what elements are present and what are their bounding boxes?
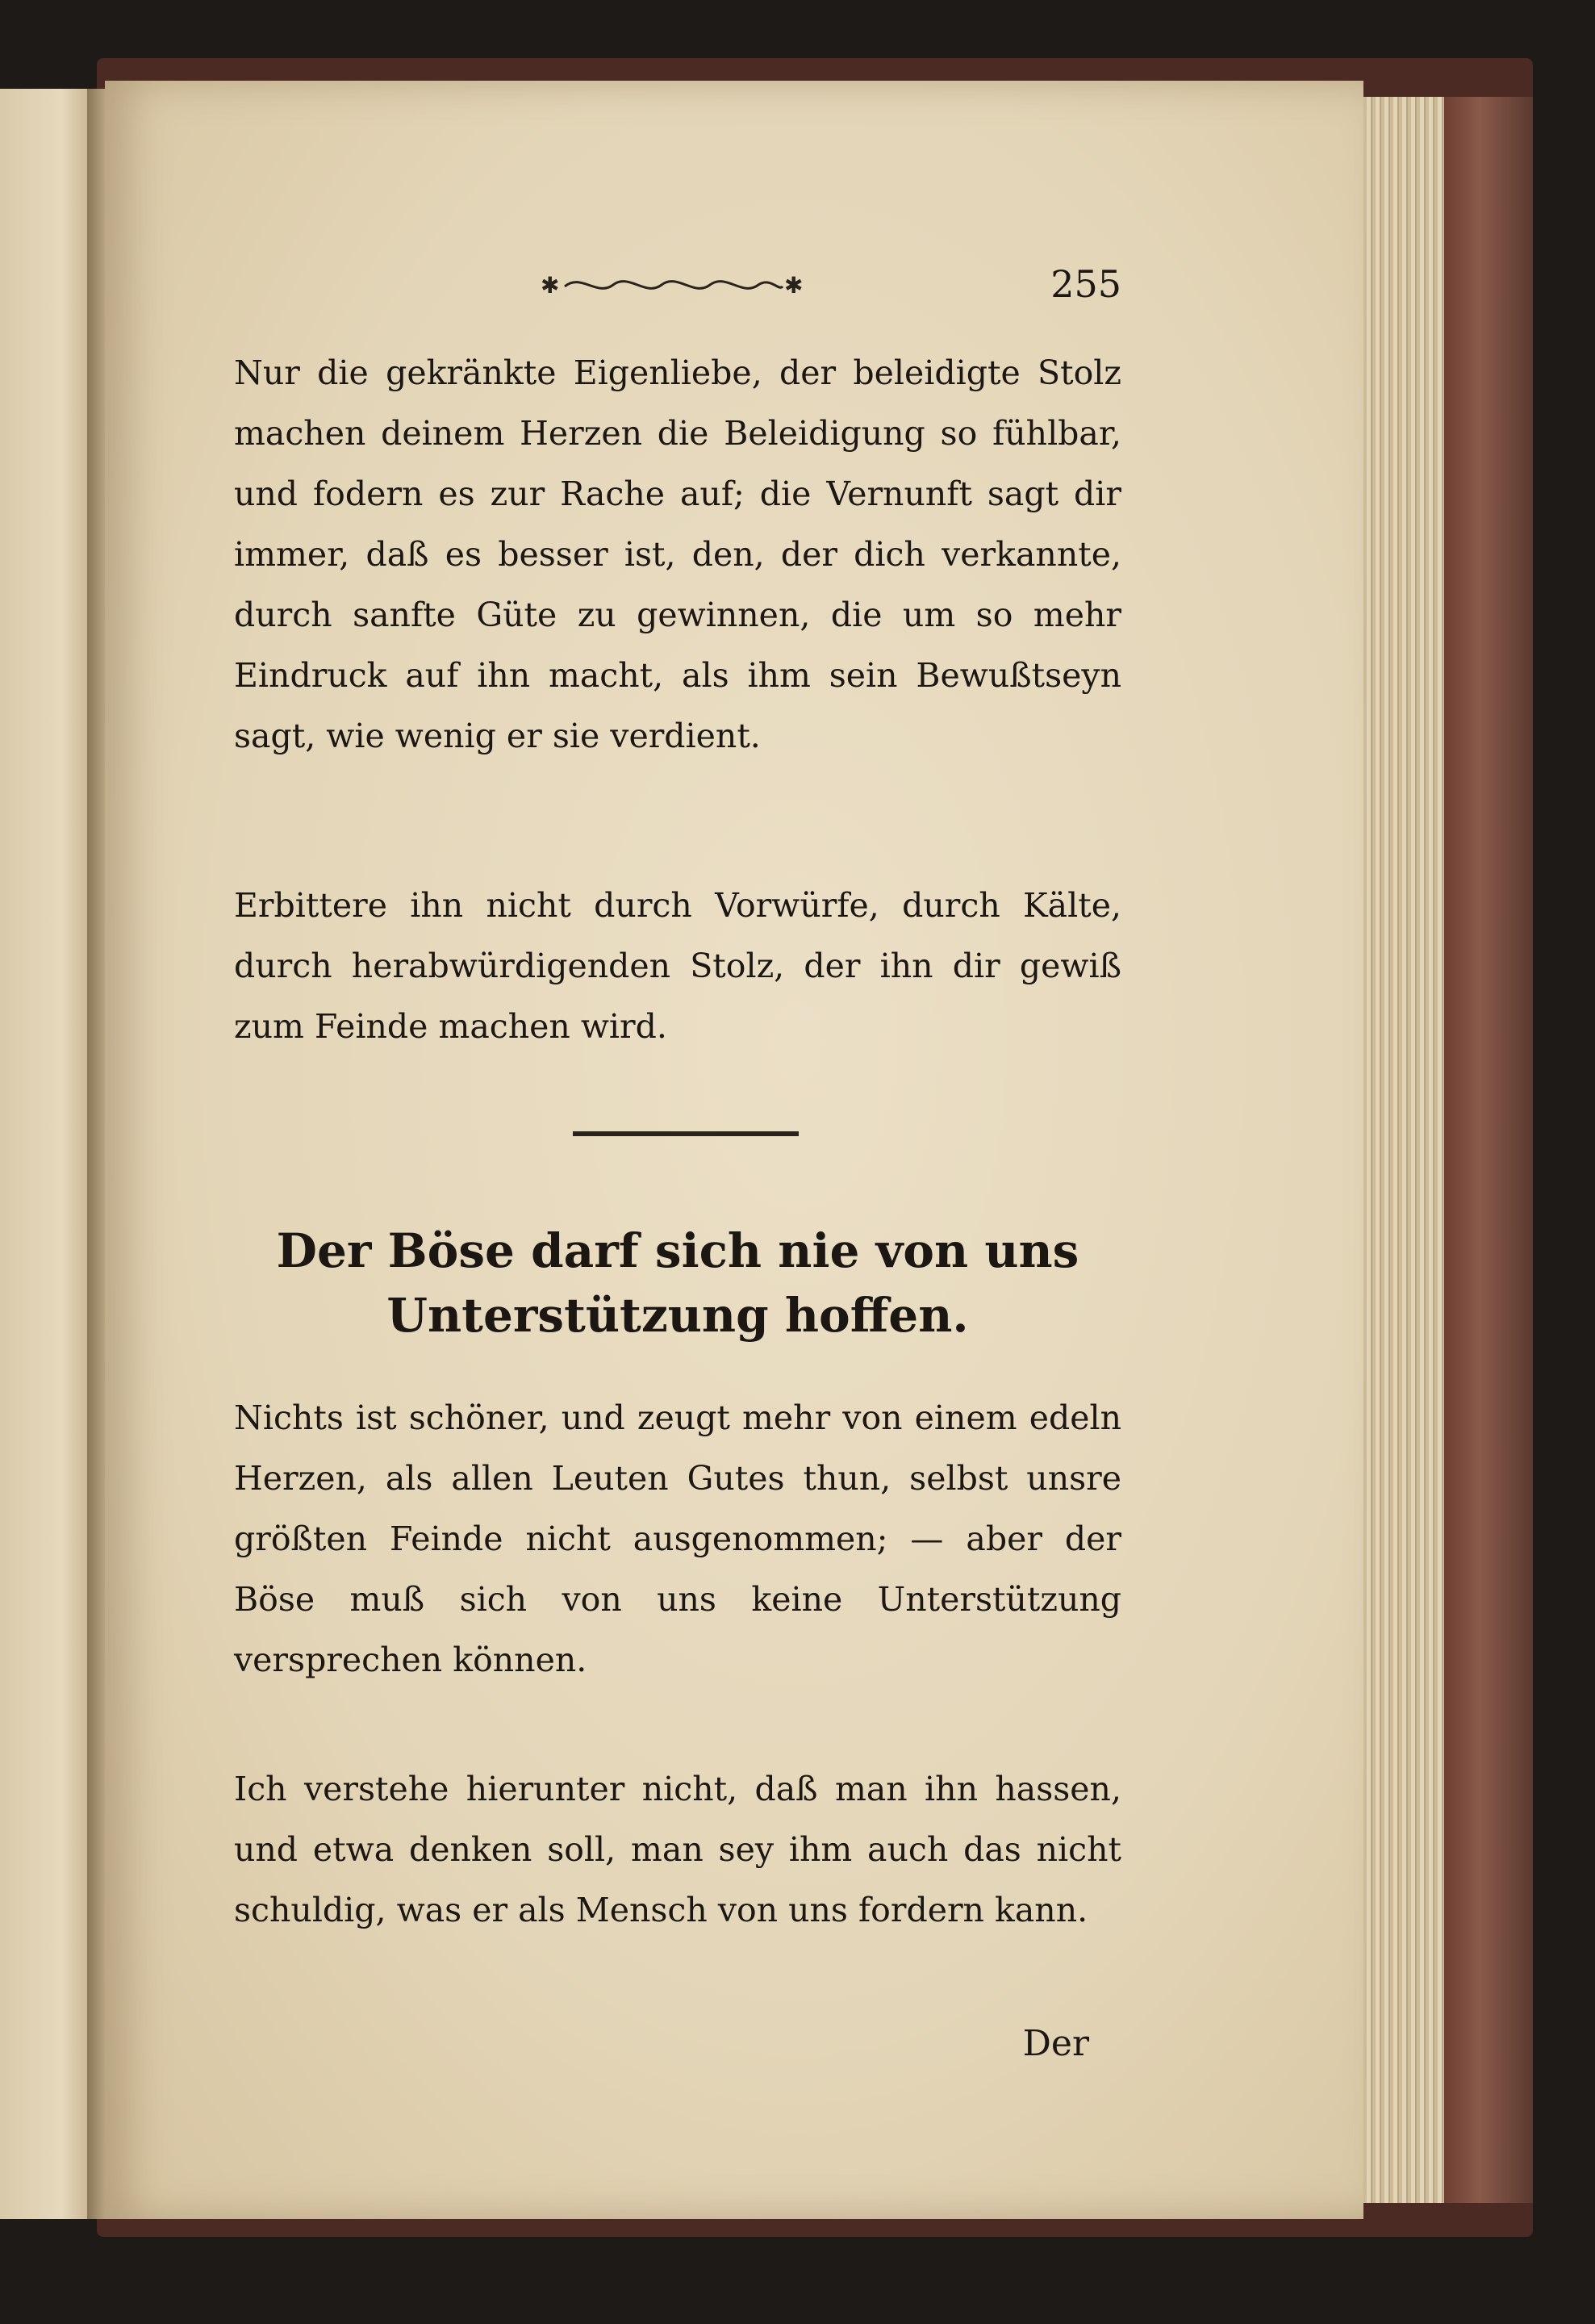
- section-heading: Der Böse darf sich nie von uns Unterstützung hoffen.: [276, 1223, 1079, 1343]
- catchword: Der: [1022, 2023, 1089, 2064]
- ornament-rule-icon: [541, 269, 807, 301]
- paragraph-4: Ich verstehe hierunter nicht, daß man ihn hassen, und etwa denken soll, man sey ihm auch das nicht schuldig, was er als Mensch von uns fordern kann.: [234, 1770, 1121, 1929]
- svg-text:✱: ✱: [784, 272, 804, 299]
- paragraph-1: Nur die gekränkte Eigenliebe, der beleidigte Stolz machen deinem Herzen die Beleidigung so fühlbar, und fodern es zur Rache auf; die Vernunft sagt dir immer, daß es besser ist, den, der dich verkannte, durch sanfte Güte zu gewinnen, die um so mehr Eindruck auf ihn macht, als ihm sein Bewußtseyn sagt, wie wenig er sie verdient.: [234, 353, 1121, 755]
- book-spine: [1444, 97, 1533, 2203]
- svg-text:✱: ✱: [541, 272, 560, 299]
- paragraph-2: Erbittere ihn nicht durch Vorwürfe, durch Kälte, durch herabwürdigenden Stolz, der ihn dir gewiß zum Feinde machen wird.: [234, 886, 1121, 1046]
- page-number: 255: [1050, 262, 1121, 306]
- paragraph-3: Nichts ist schöner, und zeugt mehr von einem edeln Herzen, als allen Leuten Gutes thun, selbst unsre größten Feinde nicht ausgenommen; — aber der Böse muß sich von uns keine Unterstützung versprechen können.: [234, 1398, 1121, 1679]
- page-header: [234, 262, 1121, 311]
- page-edges: [1363, 97, 1444, 2203]
- section-divider: [573, 1131, 799, 1136]
- left-page-edge: [0, 89, 87, 2219]
